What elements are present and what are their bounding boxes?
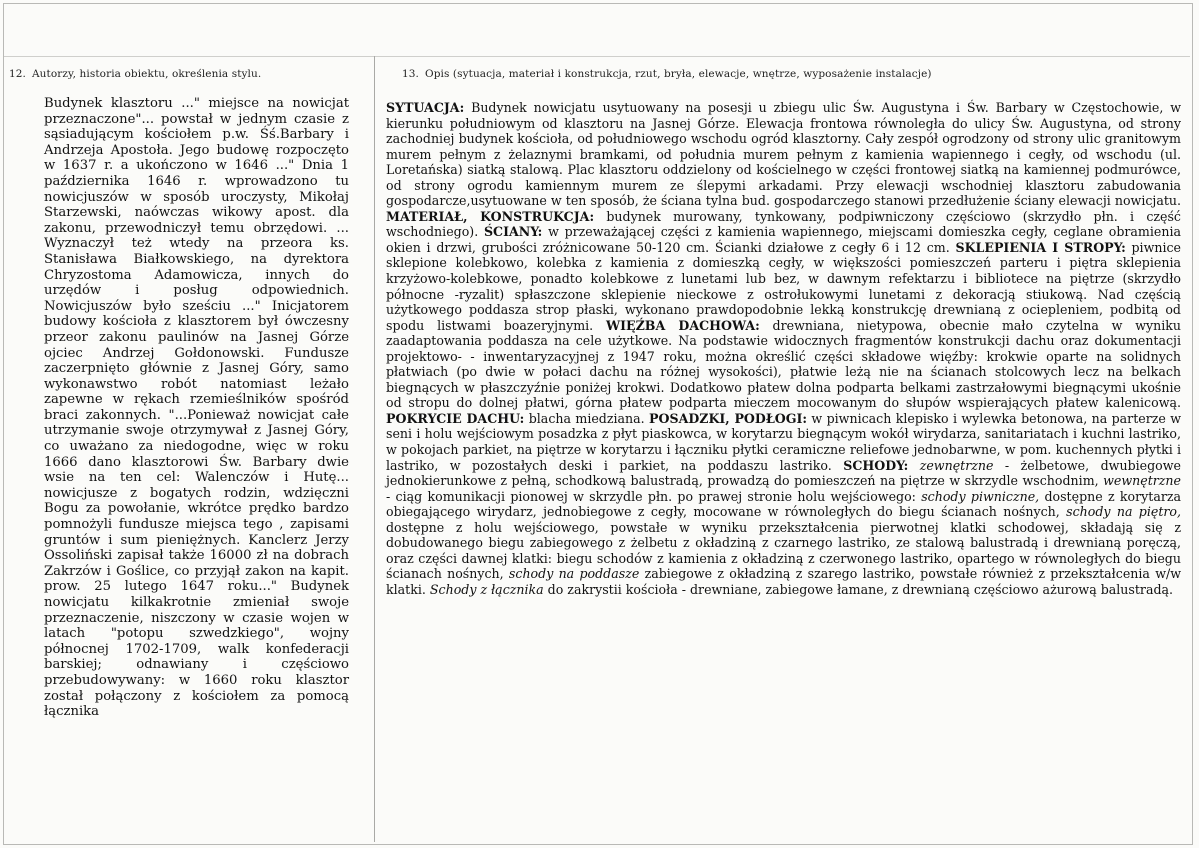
section-heading: SKLEPIENIA I STROPY:	[955, 239, 1126, 255]
description-column	[386, 100, 1181, 598]
italic-term: schody piwniczne,	[921, 488, 1040, 504]
description-segment: drewniana, nietypowa, obecnie mało czytelna w wyniku zaadaptowania poddasza na cele użytkowe. Na podstawie widocznych fragmentów konstrukcji dachu oraz dokumentacji projektowo- - inwentaryzacyjnej z 1947 roku, można określić części składowe więźby: krokwie oparte na solidnych płatwiach (po dwie w połaci dachu na różnej wysokości), płatwie leżą nie na ścianach stolcowych lecz na belkach biegnących w płaszczyźnie poniżej krokwi. Dodatkowo płatew dolna podparta belkami zastrzałowymi biegnącymi ukośnie od stropu do dolnej płatwi, górna płatew podparta mieczem mocowanym do słupów wspierających płatew kalenicową.	[386, 317, 1181, 411]
description-segment: do zakrystii kościoła - drewniane, zabiegowe łamane, z drewnianą częściowo ażurową balustradą.	[543, 581, 1174, 597]
top-rule	[4, 4, 1190, 57]
description-segment: dostępne z holu wejściowego, powstałe w wyniku przekształcenia pierwotnej klatki schodowej, składają się z dobudowanego biegu zabiegowego z żelbetu z okładziną z czarnego lastriko, ze stalową balustradą i drewnianą poręczą, oraz części dawnej klatki: biegu schodów z kamienia z okładziną z czerwonego lastriko, opartego w równoległych do biegu ścianach nośnych,	[386, 519, 1181, 582]
italic-term: schody na poddasze	[508, 566, 640, 582]
italic-term: Schody z łącznika	[429, 581, 544, 597]
column-divider	[374, 66, 375, 842]
right-section-header	[402, 68, 932, 80]
left-section-number: 12.	[9, 68, 26, 80]
left-section-title: Autorzy, historia obiektu, określenia stylu.	[32, 68, 262, 80]
description-segment	[908, 458, 919, 473]
description-segment: zabiegowe z okładziną z szarego lastriko, powstałe również z przekształcenia w/w klatki.	[386, 566, 1181, 597]
italic-term: zewnętrzne	[919, 457, 994, 473]
italic-term: schody na piętro,	[1066, 504, 1181, 520]
description-segment: blacha miedziana.	[524, 410, 650, 426]
history-text: Budynek klasztoru ..." miejsce na nowicjat przeznaczone"... powstał w jednym czasie z sąsiadującym kościołem p.w. Śś.Barbary i Andrzeja Apostoła. Jego budowę rozpoczęto w 1637 r. a ukończono w 1646 ..." Dnia 1 października 1646 r. wprowadzono tu nowicjuszów w sposób uroczysty, Mikołaj Starzewski, naówczas wikowy apost. dla zakonu, przewodniczył temu obrzędowi. ... Wyznaczył też wtedy na przeora ks. Stanisława Białkowskiego, na dyrektora Chryzostoma Adamowicza, innych do urzędów i posług odpowiednich. Nowicjuszów było sześciu ..." Inicjatorem budowy kościoła z klasztorem był ówczesny przeor zakonu paulinów na Jasnej Górze ojciec Andrzej Gołdonowski. Fundusze zaczerpnięto głównie z Jasnej Góry, samo wykonawstwo robót natomiast leżało zapewne w rękach rzemieślników spośród braci zakonnych. "...Ponieważ nowicjat całe utrzymanie swoje otrzymywał z Jasnej Góry, co uważano za niedogodne, więc w roku 1666 dano klasztorowi Św. Barbary dwie wsie na ten cel: Walenczów i Hutę... nowicjusze z bogatych rodzin, wdzięczni Bogu za powołanie, wkrótce prędko bardzo pomnożyli fundusze miejsca tego , zapisami gruntów i sum pieniężnych. Kanclerz Jerzy Ossoliński zapisał także 16000 zł na dobrach Zakrzów i Goślice, co przyjął zakon na kapit. prow. 25 lutego 1647 roku..." Budynek nowicjatu kilkakrotnie zmieniał swoje przeznaczenie, niszczony w czasie wojen w latach "potopu szwedzkiego", wojny północnej 1702-1709, walk konfederacji barskiej; odnawiany i częściowo przebudowywany: w 1660 roku klasztor został połączony z kościołem za pomocą łącznika	[44, 96, 349, 720]
description-text	[386, 100, 1181, 598]
left-section-header	[9, 68, 261, 80]
italic-term: wewnętrzne	[1103, 473, 1181, 489]
section-heading: SYTUACJA:	[386, 100, 465, 115]
section-heading: POKRYCIE DACHU:	[386, 410, 525, 426]
right-section-title: Opis (sytuacja, materiał i konstrukcja, rzut, bryła, elewacje, wnętrze, wyposażenie instalacje)	[425, 68, 932, 80]
description-segment: - ciąg komunikacji pionowej w skrzydle płn. po prawej stronie holu wejściowego:	[386, 488, 922, 504]
history-column	[44, 96, 349, 720]
description-segment: w przeważającej części z kamienia wapiennego, miejscami domieszka cegły, ceglane obramienia okien i drzwi, grubości zróżnicowane 50-120 cm. Ścianki działowe z cegły 6 i 12 cm.	[386, 224, 1181, 255]
description-segment: piwnice sklepione kolebkowo, kolebka z kamienia z domieszką cegły, w większości pomieszczeń parteru i piętra sklepienia krzyżowo-kolebkowe, ponadto kolebkowe z lunetami lub bez, w dawnym refektarzu i bibliotece na piętrze (skrzydło północne -ryzalit) spłaszczone sklepienie nieckowe z ostrołukowymi lunetami z dekoracją stiukową. Nad częścią użytkowego poddasza strop płaski, wykonano prawdopodobnie lekką konstrukcję drewnianą z ociepleniem, podbitą od spodu listwami boazeryjnymi.	[386, 239, 1181, 333]
section-heading: ŚCIANY:	[483, 224, 543, 240]
section-heading: MATERIAŁ, KONSTRUKCJA:	[386, 208, 595, 224]
section-heading: WIĘŹBA DACHOWA:	[605, 317, 760, 333]
description-segment: Budynek nowicjatu usytuowany na posesji u zbiegu ulic Św. Augustyna i Św. Barbary w Częstochowie, w kierunku południowym od klasztoru na Jasnej Górze. Elewacja frontowa równoległa do ulicy Św. Augustyna, od strony zachodniej budynek kościoła, od południowego wschodu ogród klasztorny. Cały zespół ogrodzony od strony ulic granitowym murem pełnym z żelaznymi bramkami, od południa murem pełnym z kamienia wapiennego i cegły, od wschodu (ul. Loretańska) siatką stalową. Plac klasztoru oddzielony od kościelnego w części frontowej siatką na kamiennej podmurówce, od strony ogrodu kamiennym murem ze ślepymi arkadami. Przy elewacji wschodniej klasztoru zabudowania gospodarcze,usytuowane w ten sposób, że ściana tylna bud. gospodarczego stanowi przedłużenie ściany elewacji nowicjatu.	[386, 100, 1181, 209]
description-segment: - żelbetowe, dwubiegowe jednokierunkowe z pełną, schodkową balustradą, prowadzą do pomieszczeń na piętrze w skrzydle wschodnim,	[386, 457, 1181, 489]
description-segment: budynek murowany, tynkowany, podpiwniczony częściowo (skrzydło płn. i część wschodniego).	[386, 208, 1181, 240]
section-heading: POSADZKI, PODŁOGI:	[649, 410, 808, 426]
section-heading: SCHODY:	[843, 457, 909, 473]
description-segment: w piwnicach klepisko i wylewka betonowa, na parterze w seni i holu wejściowym posadzka z płyt piaskowca, w korytarzu biegnącym wokół wirydarza, sanitariatach i kuchni lastriko, w pokojach parkiet, na piętrze w korytarzu i łączniku płytki ceramiczne reliefowe jednobarwne, w pom. kuchennych płytki i lastriko, w pozostałych deski i parkiet, na poddaszu lastriko.	[386, 410, 1181, 473]
right-section-number: 13.	[402, 68, 419, 80]
description-segment: dostępne z korytarza obiegającego wirydarz, jednobiegowe z cegły, mocowane w równoległych do biegu ścianach nośnych,	[386, 488, 1181, 520]
